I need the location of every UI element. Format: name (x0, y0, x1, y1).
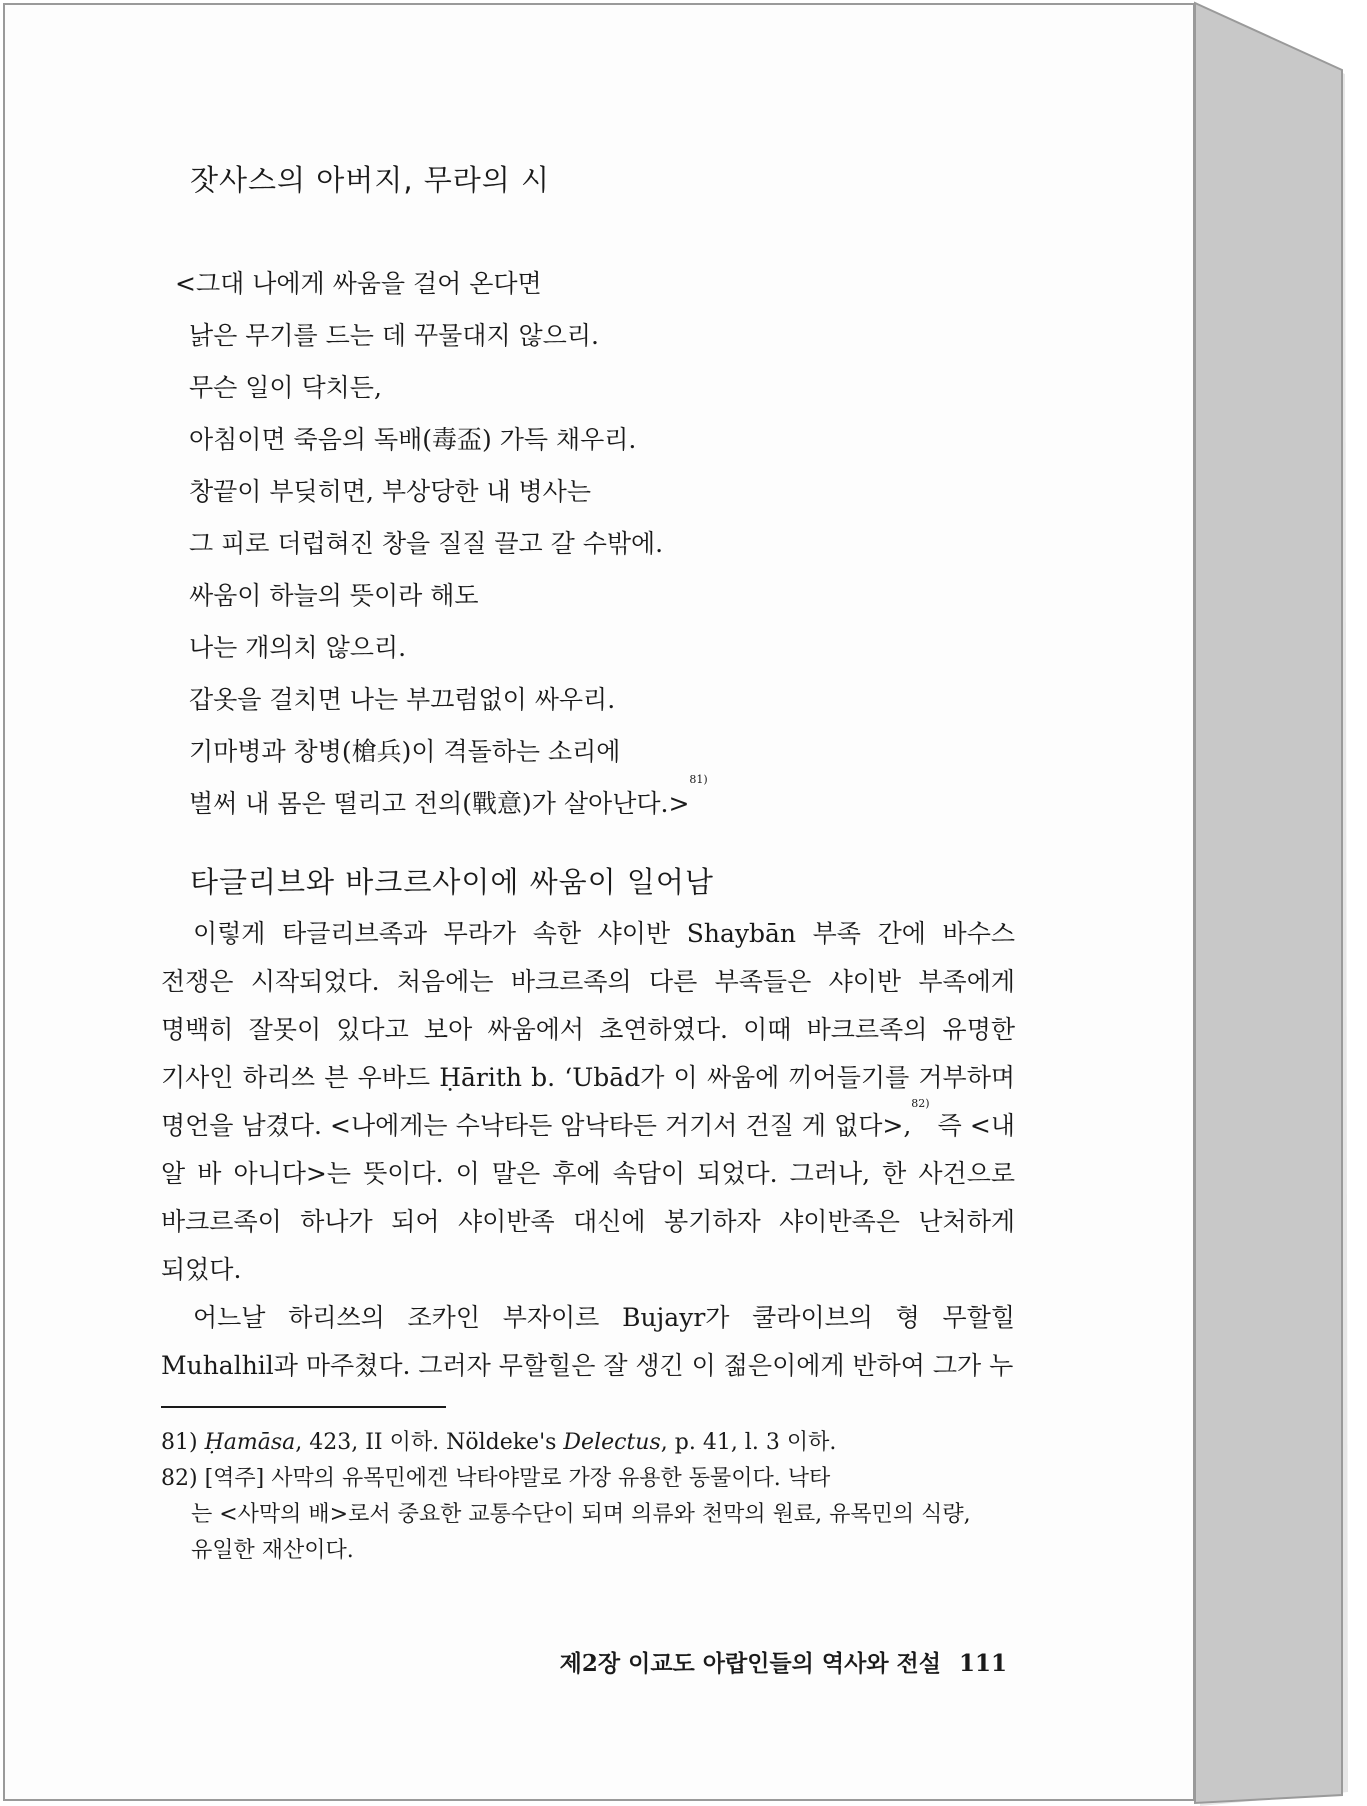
body-text (161, 910, 1015, 1390)
page-number: 111 (958, 1650, 1007, 1677)
footnotes (161, 1425, 1021, 1569)
footnote-text: , p. 41, l. 3 이하. (660, 1430, 837, 1455)
footnote (161, 1461, 1021, 1497)
footnote-number: 81) (161, 1430, 198, 1455)
poem-line: <그대 나에게 싸움을 걸어 온다면 (175, 269, 542, 298)
paragraph (161, 910, 1015, 1294)
poem-line: 기마병과 창병(槍兵)이 격돌하는 소리에 (189, 737, 621, 766)
section-heading: 잣사스의 아버지, 무라의 시 (190, 163, 551, 197)
poem-line: 그 피로 더럽혀진 창을 질질 끌고 갈 수밖에. (189, 529, 664, 558)
poem-line: 나는 개의치 않으리. (189, 633, 407, 662)
poem-line: 창끝이 부딪히면, 부상당한 내 병사는 (189, 477, 591, 506)
poem-line: 싸움이 하늘의 뜻이라 해도 (189, 581, 479, 610)
poem-line: 낡은 무기를 드는 데 꾸물대지 않으리. (189, 321, 599, 350)
paragraph-text: 이렇게 타글리브족과 무라가 속한 샤이반 Shaybān 부족 간에 바수스 전쟁은 시작되었다. 처음에는 바크르족의 다른 부족들은 샤이반 부족에게 명백히 잘못이 있다고 보아 싸움에서 초연하였다. 이때 바크르족의 유명한 기사인 하리쓰 븐 우바드 Ḥārith b. ‘Ubād가 이 싸움에 끼어들기를 거부하며 명언을 남겼다. <나에게는 수낙타든 암낙타든 거기서 건질 게 없다>, (161, 919, 1015, 1140)
footnote-divider (161, 1406, 446, 1408)
poem-line-last (175, 773, 708, 830)
paragraph-text: 즉 <내 알 바 아니다>는 뜻이다. 이 말은 후에 속담이 되었다. 그러나, 한 사건으로 바크르족이 하나가 되어 샤이반족 대신에 봉기하자 샤이반족은 난처하게 되었다. (161, 1111, 1015, 1284)
footnote-continuation: 는 <사막의 배>로서 중요한 교통수단이 되며 의류와 천막의 원료, 유목민의 식량, 유일한 재산이다. (191, 1502, 971, 1563)
spine-face (1195, 3, 1342, 1803)
footnote-title: Ḥamāsa (204, 1430, 296, 1455)
poem-line: 무슨 일이 닥치든, (189, 373, 382, 402)
poem (175, 258, 708, 830)
poem-line: 갑옷을 걸치면 나는 부끄럼없이 싸우리. (189, 685, 616, 714)
footnote-number: 82) (161, 1466, 198, 1491)
paragraph: 어느날 하리쓰의 조카인 부자이르 Bujayr가 쿨라이브의 형 무할힐 Muhalhil과 마주쳤다. 그러자 무할힐은 잘 생긴 이 젊은이에게 반하여 그가 누 (161, 1303, 1015, 1380)
running-footer (560, 1645, 1007, 1678)
footnote-ref: 82) (911, 1097, 930, 1110)
footnote-text: , 423, II 이하. Nöldeke's (295, 1430, 564, 1455)
poem-line: 아침이면 죽음의 독배(毒盃) 가득 채우리. (189, 425, 637, 454)
chapter-title: 제2장 이교도 아랍인들의 역사와 전설 (559, 1650, 941, 1677)
footnote-ref: 81) (689, 773, 708, 786)
document-page (3, 3, 1195, 1801)
footnote-title: Delectus (563, 1430, 661, 1455)
section-heading: 타글리브와 바크르사이에 싸움이 일어남 (190, 865, 714, 899)
poem-line-text: 벌써 내 몸은 떨리고 전의(戰意)가 살아난다.> (189, 789, 690, 818)
footnote-text: [역주] 사막의 유목민에겐 낙타야말로 가장 유용한 동물이다. 낙타 (204, 1466, 831, 1491)
footnote (161, 1425, 1021, 1461)
